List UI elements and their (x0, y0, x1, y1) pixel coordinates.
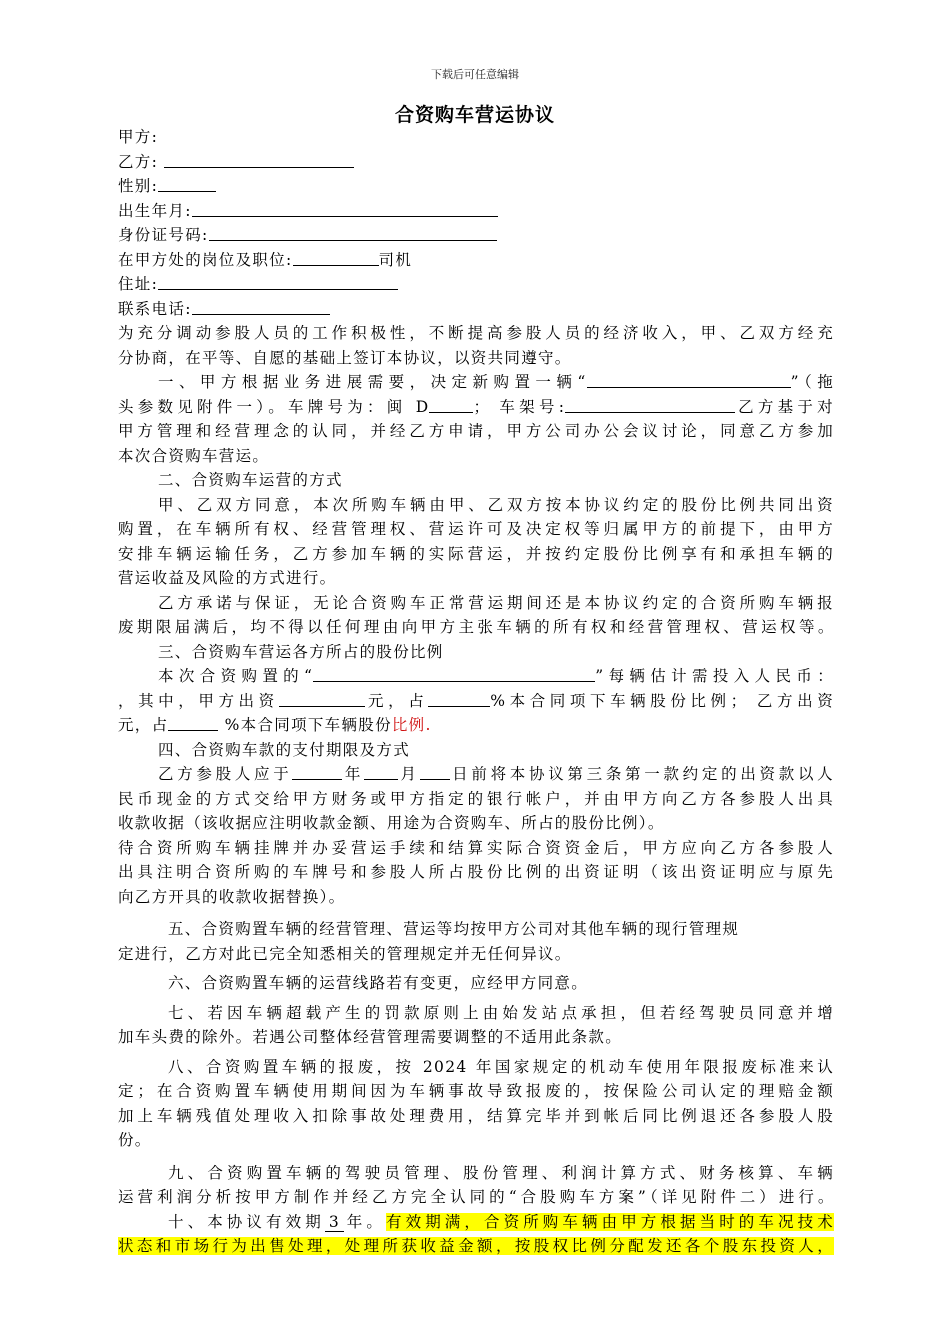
section-7-line: 加车头费的除外。若遇公司整体经营管理需要调整的不适用此条款。 (118, 1028, 623, 1046)
section-9-line: 运营利润分析按甲方制作并经乙方完全认同的“合股购车方案”（详见附件二）进行。 (118, 1188, 834, 1206)
blank-line (364, 762, 398, 780)
text: ”每辆估计需投入人民币： (595, 667, 835, 685)
header-note: 下载后可任意编辑 (431, 68, 519, 81)
field-label: 在甲方处的岗位及职位: (118, 250, 293, 269)
document-title: 合资购车营运协议 (394, 104, 555, 126)
blank-line (279, 689, 365, 707)
section-2-line: 购置，在车辆所有权、经营管理权、营运许可及决定权等归属甲方的前提下，由甲方 (118, 520, 834, 538)
field-label: 住址: (118, 275, 159, 293)
text: 年。 (343, 1212, 386, 1231)
section-7-line: 七、若因车辆超载产生的罚款原则上由始发站点承担，但若经驾驶员同意并增 (168, 1003, 834, 1022)
section-2-line: 废期限届满后，均不得以任何理由向甲方主张车辆的所有权和经营管理权、营运权等。 (118, 618, 834, 636)
section-2-line: 乙方承诺与保证，无论合资购车正常营运期间还是本协议约定的合资所购车辆报 (158, 593, 834, 612)
section-9-line: 九、合资购置车辆的驾驶员管理、股份管理、利润计算方式、财务核算、车辆 (168, 1163, 834, 1182)
section-1-line: 本次合资购车营运。 (118, 446, 270, 465)
section-8-line: 定；在合资购置车辆使用期间因为车辆事故导致报废的，按保险公司认定的理赔金额 (118, 1082, 834, 1100)
text: %本合同项下车辆股份 (224, 716, 392, 734)
text: ； 车架号: (473, 397, 566, 416)
section-2-line: 安排车辆运输任务，乙方参加车辆的实际营运，并按约定股份比例享有和承担车辆的 (118, 544, 834, 563)
blank-line (292, 762, 342, 780)
section-5-line: 五、合资购置车辆的经营管理、营运等均按甲方公司对其他车辆的现行管理规 (168, 920, 740, 938)
section-4-line: 向乙方开具的收款收据替换）。 (118, 887, 346, 906)
field-label: 身份证号码: (118, 226, 209, 244)
text: 日前将本协议第三条第一款约定的出资款以人 (449, 765, 834, 783)
field-gender (118, 174, 834, 199)
text: 一、甲方根据业务进展需要，决定新购置一辆“ (158, 373, 587, 391)
section-8-line: 加上车辆残值处理收入扣除事故处理费用，结算完毕并到帐后同比例退还各参股人股 (118, 1106, 834, 1125)
highlighted-text: 有效期满，合资所购车辆由甲方根据当时的车况技术 (386, 1212, 835, 1231)
section-4-line: 民币现金的方式交给甲方财务或甲方指定的银行帐户，并由甲方向乙方各参股人出具 (118, 789, 834, 808)
text: 年 (342, 765, 365, 783)
position-suffix: 司机 (378, 250, 413, 269)
text: 元，占 (118, 716, 169, 734)
section-8-line: 八、合资购置车辆的报废，按 2024 年国家规定的机动车使用年限报废标准来认 (168, 1057, 834, 1076)
field-birth (118, 199, 834, 224)
intro-line: 分协商，在平等、自愿的基础上签订本协议，以资共同遵守。 (118, 348, 572, 367)
blank-line (293, 248, 379, 266)
section-3-heading: 三、合资购车营运各方所占的股份比例 (158, 642, 444, 661)
section-4-line: 待合资所购车辆挂牌并办妥营运手续和结算实际合资资金后，甲方应向乙方各参股人 (118, 838, 834, 857)
text: 乙方参股人应于 (158, 765, 293, 783)
field-label: 联系电话: (118, 299, 192, 318)
section-2-heading: 二、合资购车运营的方式 (158, 471, 343, 489)
red-text: 比例. (391, 716, 432, 734)
section-2-line: 营运收益及风险的方式进行。 (118, 569, 337, 587)
section-1-line (118, 370, 834, 395)
field-label: 出生年月: (118, 201, 192, 220)
field-id-number (118, 223, 834, 248)
highlighted-text: 状态和市场行为出售处理，处理所获收益金额，按股权比例分配发还各个股东投资人， (118, 1237, 834, 1255)
blank-line (192, 199, 498, 217)
text: ”（拖 (790, 373, 834, 391)
section-3-line (118, 713, 834, 738)
section-10-line (118, 1234, 834, 1259)
section-2-line: 甲、乙双方同意，本次所购车辆由甲、乙双方按本协议约定的股份比例共同出资 (158, 495, 834, 514)
blank-line (192, 297, 330, 315)
text: 乙方基于对 (735, 397, 834, 416)
section-4-heading: 四、合资购车款的支付期限及方式 (158, 740, 411, 759)
text: 月 (398, 765, 420, 783)
section-3-line (118, 664, 834, 689)
text: 本次合资购置的“ (158, 667, 314, 685)
field-position (118, 248, 834, 273)
blank-line (168, 713, 218, 731)
field-address (118, 272, 834, 297)
section-4-line: 收款收据（该收据应注明收款金额、用途为合资购车、所占的股份比例）。 (118, 814, 665, 832)
blank-line (428, 689, 490, 707)
blank-line (429, 395, 473, 413)
blank-line (164, 150, 354, 168)
section-3-line (118, 689, 834, 714)
text: %本合同项下车辆股份比例； 乙方出资 (490, 691, 834, 710)
text: 头参数见附件一）。车牌号为：闽 D (118, 397, 430, 416)
section-6-line: 六、合资购置车辆的运营线路若有变更，应经甲方同意。 (168, 974, 589, 992)
blank-line (158, 272, 398, 290)
blank-line (209, 223, 497, 241)
validity-years: 3 (325, 1213, 344, 1232)
section-5-line: 定进行，乙方对此已完全知悉相关的管理规定并无任何异议。 (118, 944, 572, 963)
field-label: 乙方: (118, 152, 159, 171)
intro-line: 为充分调动参股人员的工作积极性，不断提高参股人员的经济收入，甲、乙双方经充 (118, 324, 834, 342)
blank-line (420, 762, 450, 780)
blank-line (587, 370, 791, 388)
field-phone (118, 297, 834, 322)
text: ，其中，甲方出资 (118, 691, 279, 710)
blank-line (565, 395, 735, 413)
section-4-line (118, 762, 834, 787)
agreement-body (118, 125, 834, 1259)
field-party-b (118, 150, 834, 175)
field-label: 性别: (118, 177, 159, 195)
blank-line (313, 664, 595, 682)
section-1-line (118, 395, 834, 420)
field-party-a (118, 125, 834, 150)
section-4-line: 出具注明合资所购的车牌号和参股人所占股份比例的出资证明（该出资证明应与原先 (118, 863, 834, 881)
text: 十、本协议有效期 (168, 1212, 325, 1231)
field-label: 甲方: (118, 128, 159, 146)
section-1-line: 甲方管理和经营理念的认同，并经乙方申请，甲方公司办公会议讨论，同意乙方参加 (118, 422, 834, 440)
section-8-line: 份。 (118, 1131, 152, 1149)
text: 元，占 (364, 691, 429, 710)
section-10-line (118, 1210, 834, 1235)
blank-line (158, 174, 216, 192)
